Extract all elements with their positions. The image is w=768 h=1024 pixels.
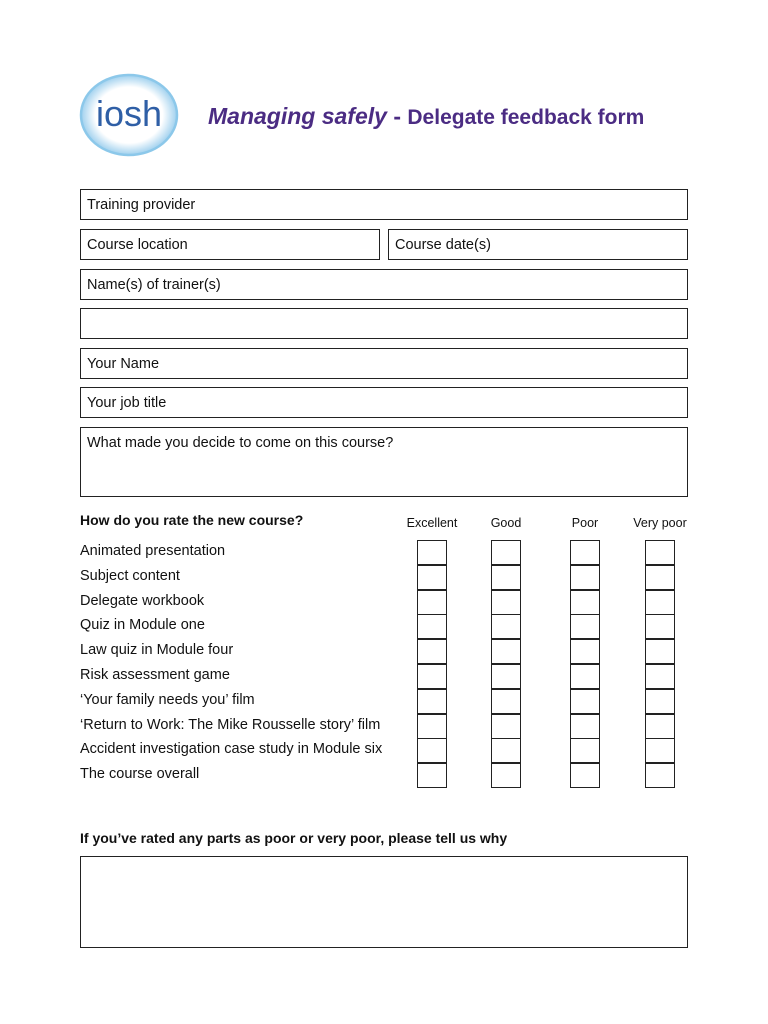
rating-checkbox-excellent[interactable] [417,614,447,639]
rating-checkbox-poor[interactable] [570,689,600,714]
rating-checkbox-excellent[interactable] [417,714,447,739]
title-separator: - [386,103,408,129]
rating-checkbox-poor[interactable] [570,639,600,664]
rating-checkbox-good[interactable] [491,565,521,590]
rating-checkbox-very-poor[interactable] [645,664,675,689]
rating-checkbox-good[interactable] [491,614,521,639]
rating-item-label: Quiz in Module one [80,617,205,634]
rating-checkbox-poor[interactable] [570,714,600,739]
column-good: Good [490,516,522,530]
job-title-field[interactable] [80,387,688,418]
iosh-logo [78,72,180,158]
rating-item-label: ‘Return to Work: The Mike Rousselle story’ film [80,716,381,733]
reason-label: What made you decide to come on this course? [87,435,394,451]
course-location-label: Course location [87,237,188,253]
trainers-label: Name(s) of trainer(s) [87,277,221,293]
course-dates-field[interactable] [388,229,688,260]
rating-checkbox-very-poor[interactable] [645,565,675,590]
rating-checkbox-poor[interactable] [570,565,600,590]
rating-checkbox-very-poor[interactable] [645,540,675,565]
feedback-textbox[interactable] [80,856,688,948]
course-location-field[interactable] [80,229,380,260]
title-form-name: Delegate feedback form [407,106,645,129]
rating-checkbox-very-poor[interactable] [645,639,675,664]
rating-item-label: Risk assessment game [80,667,230,683]
rating-checkbox-poor[interactable] [570,738,600,763]
rating-checkbox-excellent[interactable] [417,738,447,763]
rating-checkbox-very-poor[interactable] [645,738,675,763]
rating-checkbox-good[interactable] [491,714,521,739]
rating-checkbox-good[interactable] [491,738,521,763]
job-title-label: Your job title [87,395,167,411]
title-course: Managing safely [208,103,387,129]
column-very-poor: Very poor [633,516,687,530]
rating-checkbox-good[interactable] [491,590,521,615]
rating-item-label: The course overall [80,766,200,783]
training-provider-label: Training provider [87,197,196,213]
rating-checkbox-very-poor[interactable] [645,590,675,615]
feedback-question: If you’ve rated any parts as poor or very poor, please tell us why [80,830,508,846]
training-provider-field[interactable] [80,189,688,220]
rating-checkbox-very-poor[interactable] [645,714,675,739]
rating-checkbox-good[interactable] [491,689,521,714]
page-title [208,103,644,130]
rating-checkbox-excellent[interactable] [417,664,447,689]
rating-checkbox-excellent[interactable] [417,639,447,664]
rating-checkbox-poor[interactable] [570,590,600,615]
rating-item-label: Accident investigation case study in Module six [80,741,383,758]
rating-checkbox-excellent[interactable] [417,565,447,590]
column-poor: Poor [571,516,599,530]
rating-checkbox-very-poor[interactable] [645,689,675,714]
course-dates-label: Course date(s) [395,237,491,253]
rating-item-label: Animated presentation [80,543,226,559]
rating-checkbox-excellent[interactable] [417,540,447,565]
rating-checkbox-excellent[interactable] [417,689,447,714]
logo-text: iosh [95,93,163,134]
rating-item-label: Subject content [80,567,180,584]
rating-checkbox-good[interactable] [491,540,521,565]
rating-item-label: Law quiz in Module four [80,642,234,659]
rating-checkbox-excellent[interactable] [417,763,447,788]
rating-checkbox-poor[interactable] [570,614,600,639]
rating-checkbox-very-poor[interactable] [645,763,675,788]
rating-checkbox-excellent[interactable] [417,590,447,615]
your-name-field[interactable] [80,348,688,379]
trainers-field[interactable] [80,269,688,300]
rating-checkbox-good[interactable] [491,763,521,788]
rating-item-label: ‘Your family needs you’ film [80,691,255,708]
rating-checkbox-good[interactable] [491,639,521,664]
trainers-extra-field[interactable] [80,308,688,339]
rating-checkbox-poor[interactable] [570,664,600,689]
your-name-label: Your Name [87,356,160,372]
rating-question: How do you rate the new course? [80,512,304,528]
reason-field[interactable] [80,427,688,497]
rating-checkbox-good[interactable] [491,664,521,689]
rating-item-label: Delegate workbook [80,592,205,609]
rating-checkbox-poor[interactable] [570,763,600,788]
rating-checkbox-very-poor[interactable] [645,614,675,639]
column-excellent: Excellent [406,516,458,530]
rating-checkbox-poor[interactable] [570,540,600,565]
